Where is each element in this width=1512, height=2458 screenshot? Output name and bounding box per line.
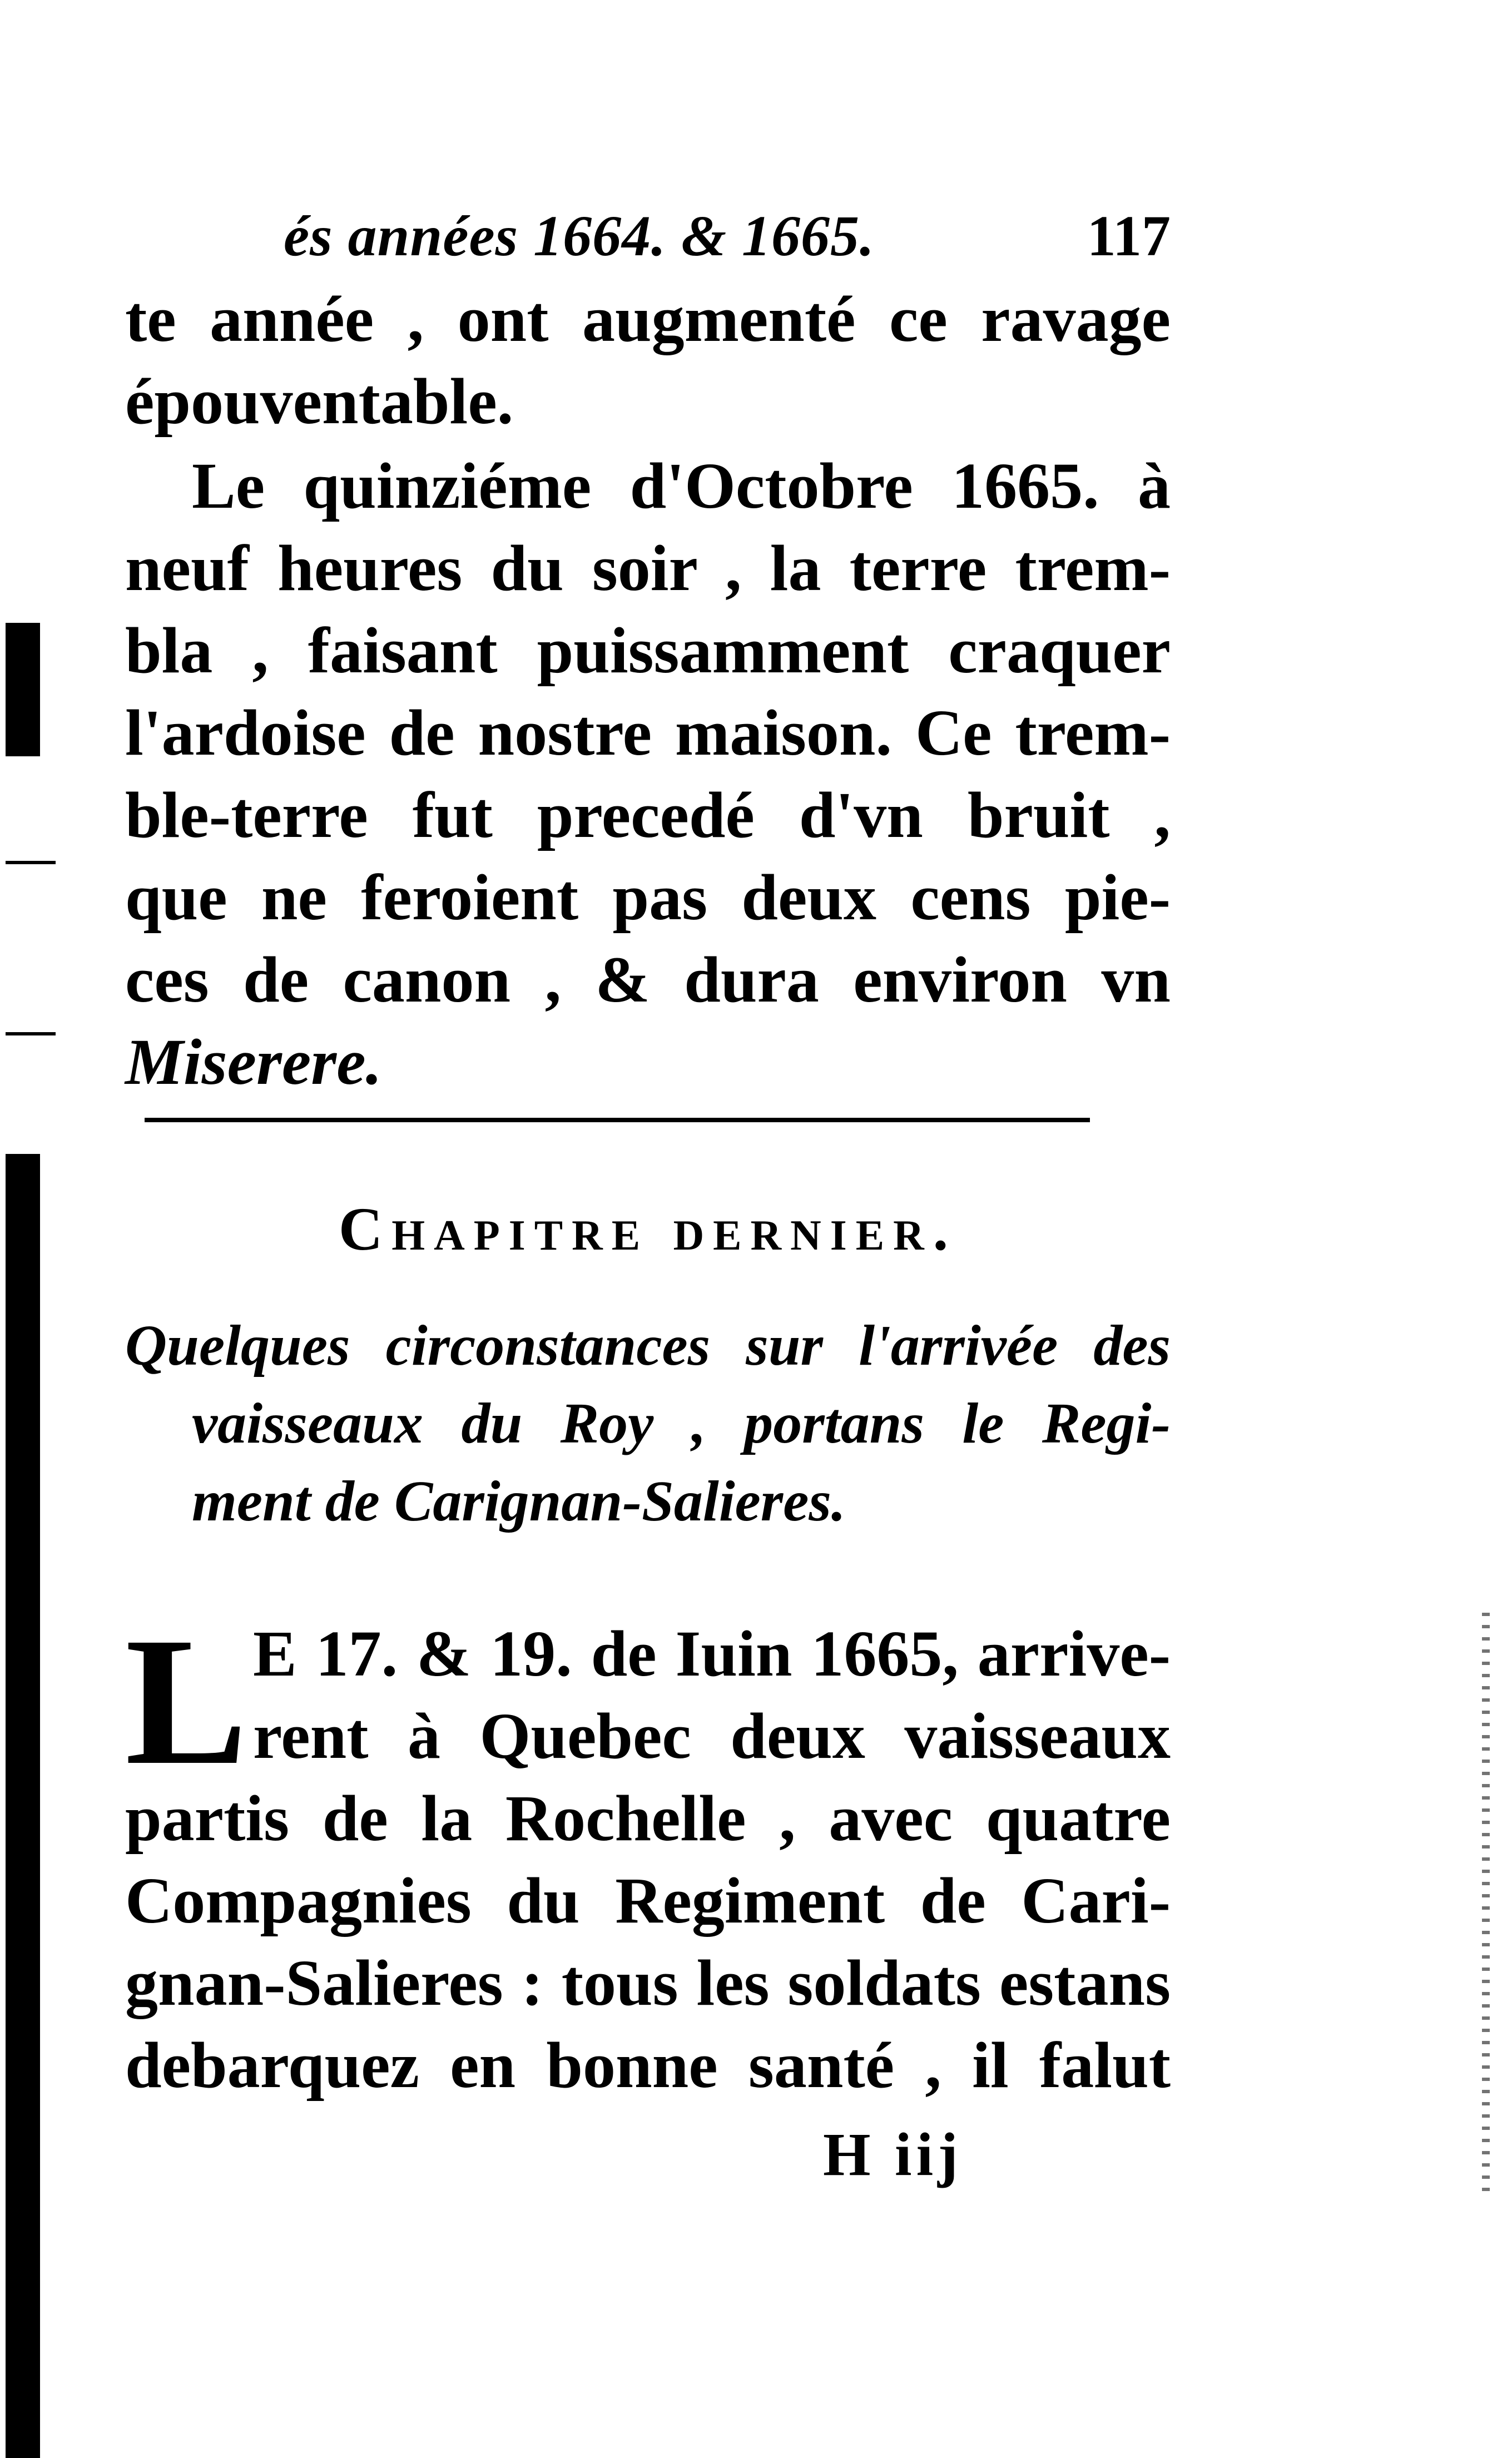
text-line: ces de canon , & dura environ vn (125, 943, 1171, 1016)
scan-margin-dash (6, 1032, 56, 1035)
text-line: neuf heures du soir , la terre trem- (125, 532, 1171, 604)
summary-line: ment de Carignan-Salieres. (192, 1469, 846, 1533)
text-line: Compagnies du Regiment de Cari- (125, 1864, 1171, 1937)
running-head-title: és années 1664. & 1665. (284, 204, 875, 268)
scan-margin-bar-bottom (6, 1154, 40, 2458)
text-line: Miserere. (125, 1025, 383, 1098)
text-line: debarquez en bonne santé , il falut (125, 2029, 1171, 2102)
running-head (284, 195, 1171, 278)
paragraph-earthquake (125, 445, 1171, 1103)
paragraph-continued (125, 278, 1171, 443)
text-line: te année , ont augmenté ce ravage (125, 283, 1171, 355)
section-divider-rule (145, 1118, 1090, 1122)
text-line: gnan-Salieres : tous les soldats estans (125, 1946, 1171, 2019)
text-line: ble-terre fut precedé d'vn bruit , (125, 779, 1171, 851)
chapter-title: Chapitre dernier. (338, 1195, 958, 1263)
scan-edge-marks (1482, 1613, 1490, 2197)
summary-line: vaisseaux du Roy , portans le Regi- (192, 1391, 1171, 1455)
text-line: partis de la Rochelle , avec quatre (125, 1782, 1171, 1855)
scan-margin-bar-top (6, 623, 40, 756)
signature-mark: H iij (823, 2120, 963, 2188)
text-line: que ne feroient pas deux cens pie- (125, 861, 1171, 934)
chapter-body-paragraph (125, 1600, 1171, 2107)
text-line: Le quinziéme d'Octobre 1665. à (192, 449, 1171, 522)
summary-line: Quelques circonstances sur l'arrivée des (125, 1314, 1171, 1377)
chapter-summary (125, 1307, 1171, 1540)
text-line: épouventable. (125, 365, 514, 438)
scan-margin-dash (6, 861, 56, 864)
text-line: l'ardoise de nostre maison. Ce trem- (125, 696, 1171, 769)
text-line: bla , faisant puissamment craquer (125, 614, 1171, 687)
page-number: 117 (1087, 204, 1171, 268)
text-line: rent à Quebec deux vaisseaux (253, 1699, 1171, 1772)
drop-cap: L (125, 1600, 248, 1803)
text-line: E 17. & 19. de Iuin 1665, arrive- (253, 1617, 1171, 1690)
